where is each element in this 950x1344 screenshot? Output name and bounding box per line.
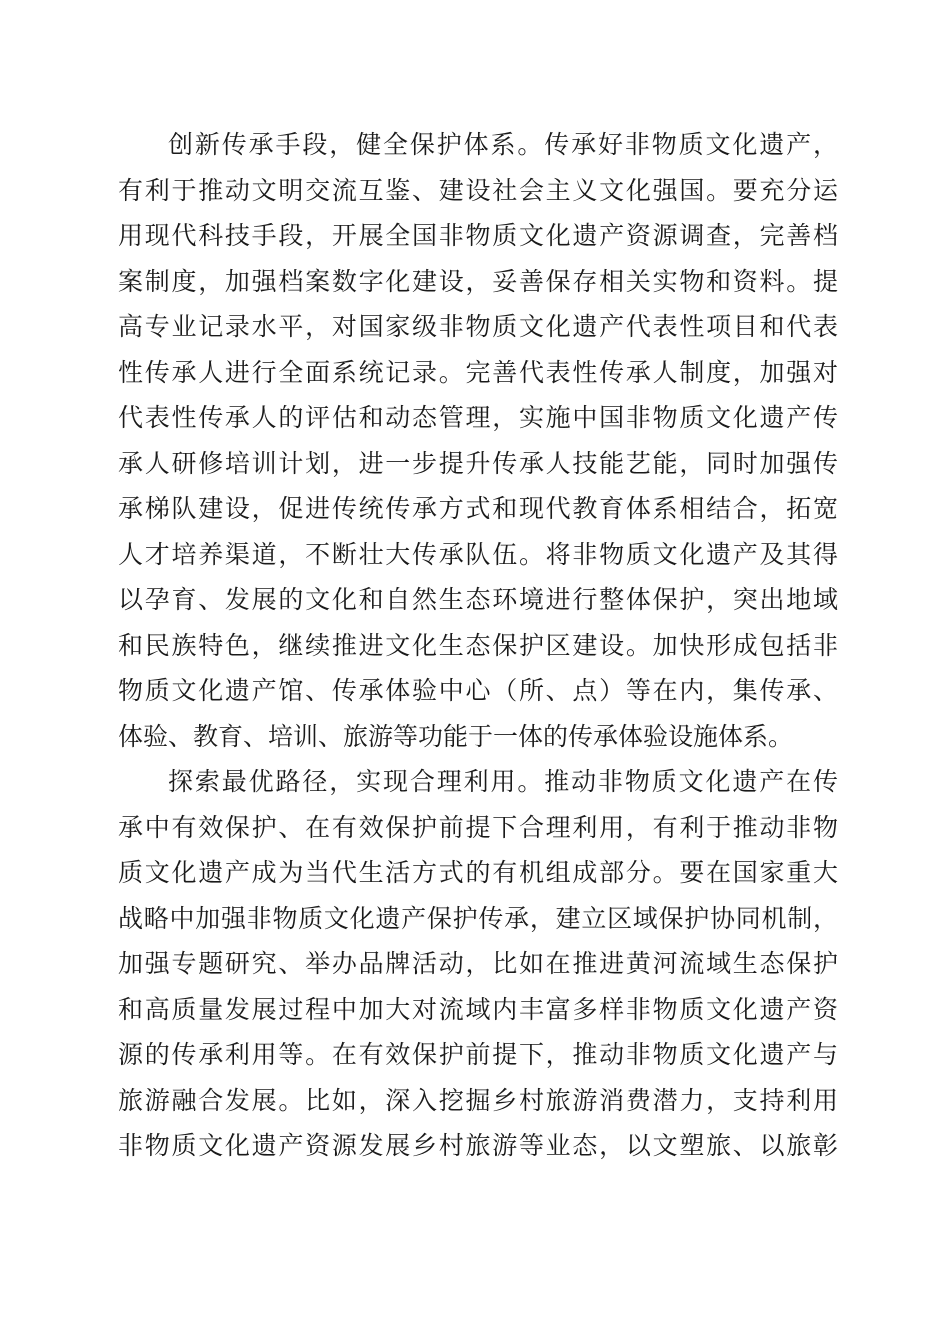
paragraph-line: 承梯队建设，促进传统传承方式和现代教育体系相结合，拓宽 [118, 494, 838, 523]
paragraph-line: 体验、教育、培训、旅游等功能于一体的传承体验设施体系。 [118, 721, 794, 751]
paragraph-inheritance-protection [118, 122, 838, 759]
paragraph-line: 旅游融合发展。比如，深入挖掘乡村旅游消费潜力，支持利用 [118, 1085, 838, 1115]
paragraph-line: 创新传承手段，健全保护体系。传承好非物质文化遗产， [168, 130, 838, 159]
paragraph-line: 人才培养渠道，不断壮大传承队伍。将非物质文化遗产及其得 [118, 539, 838, 569]
paragraph-line: 高专业记录水平，对国家级非物质文化遗产代表性项目和代表 [118, 312, 838, 341]
paragraph-line: 质文化遗产成为当代生活方式的有机组成部分。要在国家重大 [118, 858, 838, 887]
paragraph-line: 源的传承利用等。在有效保护前提下，推动非物质文化遗产与 [118, 1040, 838, 1069]
paragraph-rational-utilization [118, 759, 838, 1169]
paragraph-line: 性传承人进行全面系统记录。完善代表性传承人制度，加强对 [118, 357, 838, 387]
paragraph-line: 探索最优路径，实现合理利用。推动非物质文化遗产在传 [168, 767, 838, 796]
document-body [118, 122, 838, 1169]
paragraph-line: 加强专题研究、举办品牌活动，比如在推进黄河流域生态保护 [118, 949, 838, 978]
paragraph-line: 战略中加强非物质文化遗产保护传承，建立区域保护协同机制， [118, 903, 838, 933]
paragraph-line: 用现代科技手段，开展全国非物质文化遗产资源调查，完善档 [118, 221, 838, 250]
paragraph-line: 承人研修培训计划，进一步提升传承人技能艺能，同时加强传 [118, 448, 838, 478]
paragraph-line: 物质文化遗产馆、传承体验中心（所、点）等在内，集传承、 [118, 676, 838, 705]
paragraph-line: 非物质文化遗产资源发展乡村旅游等业态，以文塑旅、以旅彰 [118, 1131, 838, 1160]
paragraph-line: 以孕育、发展的文化和自然生态环境进行整体保护，突出地域 [118, 585, 838, 614]
paragraph-line: 案制度，加强档案数字化建设，妥善保存相关实物和资料。提 [118, 266, 838, 296]
paragraph-line: 和民族特色，继续推进文化生态保护区建设。加快形成包括非 [118, 630, 838, 660]
paragraph-line: 承中有效保护、在有效保护前提下合理利用，有利于推动非物 [118, 812, 838, 842]
paragraph-line: 和高质量发展过程中加大对流域内丰富多样非物质文化遗产资 [118, 994, 838, 1024]
paragraph-line: 代表性传承人的评估和动态管理，实施中国非物质文化遗产传 [118, 403, 838, 432]
paragraph-line: 有利于推动文明交流互鉴、建设社会主义文化强国。要充分运 [118, 175, 838, 205]
